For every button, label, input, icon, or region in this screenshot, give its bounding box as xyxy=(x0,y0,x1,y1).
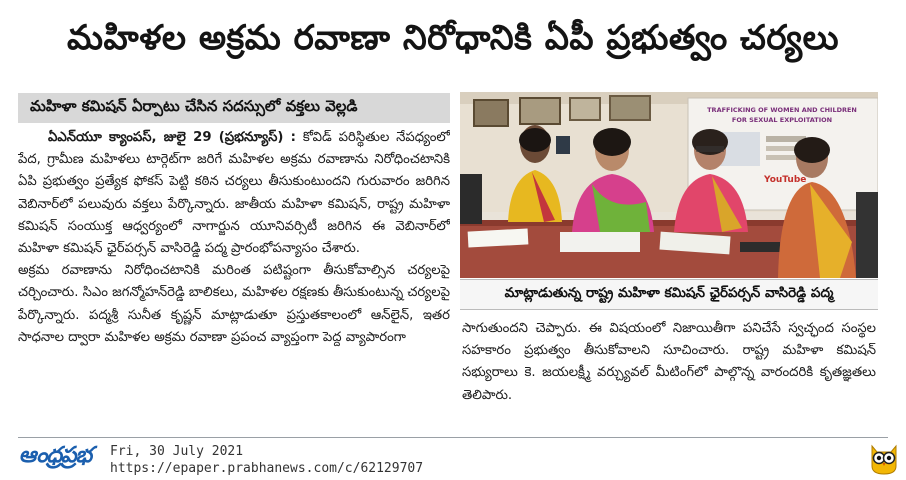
footer-url[interactable]: https://epaper.prabhanews.com/c/62129707 xyxy=(110,461,424,476)
youtube-tag: YouTube xyxy=(764,175,807,185)
footer-divider xyxy=(18,437,888,438)
headline: మహిళల అక్రమ రవాణా నిరోధానికి ఏపీ ప్రభుత్వం చర్యలు xyxy=(66,18,839,58)
photo-caption: మాట్లాడుతున్న రాష్ట్ర మహిళా కమిషన్ ఛైర్‌పర్సన్ వాసిరెడ్డి పద్మ xyxy=(460,279,878,310)
paragraph-1-text: కోవిడ్ పరిస్థితుల నేపధ్యంలో పేద, గ్రామీణ మహిళలు టార్గెట్‌గా జరిగే మహిళల అక్రమ రవాణాను నిరోధించటానికి ఏపి ప్రభుత్వం ప్రత్యేక ఫోకస్ పెట్టి కఠిన చర్యలు తీసుకుంటుందని గురువారం జరిగిన వెబినార్‌లో పలువురు వక్తలు పేర్కొన్నారు. జాతీయ మహిళా కమిషన్, రాష్ట్ర మహిళా కమిషన్ సంయుక్త ఆధ్వర్యంలో నాగార్జున యూనివర్సిటీ జరిగిన ఈ వెబినార్‌లో మహిళా కమిషన్ ఛైర్‌పర్సన్ వాసిరెడ్డి పద్మ ప్రారంభోపన్యాసం చేశారు. xyxy=(18,130,450,257)
owl-icon xyxy=(868,440,900,476)
article-body-left xyxy=(18,127,450,419)
paragraph-3: సాగుతుందని చెప్పారు. ఈ విషయంలో నిజాయితీగా పనిచేసే స్వచ్ఛంద సంస్థల సహకారం ప్రభుత్వం తీసుకోవాలని సూచించారు. రాష్ట్ర మహిళా కమిషన్ సభ్యురాలు కె. జయలక్ష్మీ వర్చ్యువల్ మీటింగ్‌లో పాల్గొన్న వారందరికి కృతజ్ఞతలు తెలిపారు. xyxy=(462,321,876,403)
banner-line-1: TRAFFICKING OF WOMEN AND CHILDREN xyxy=(707,106,857,114)
footer-meta xyxy=(110,443,423,477)
paragraph-2: అక్రమ రవాణాను నిరోధించటానికి మరింత పటిష్టంగా తీసుకోవాల్సిన చర్యలపై చర్చించారు. సిఎం జగన్మోహన్‌రెడ్డి బాలికలు, మహిళల రక్షణకు తీసుకుంటున్న చర్యలపై పేర్కొన్నారు. పద్మశ్రీ సునీత కృష్ణన్ మాట్లాడుతూ ప్రస్తుతకాలంలో ఆన్‌లైన్, ఇతర సాధనాల ద్వారా మహిళల అక్రమ రవాణా ప్రపంచ వ్యాప్తంగా పెద్ద వ్యాపారంగా xyxy=(18,263,450,345)
logo-text: ఆంధ్రప్రభ xyxy=(18,443,92,468)
dateline: ఏఎన్‌యూ క్యాంపస్, జులై 29 (ప్రభన్యూస్) : xyxy=(48,130,296,145)
article-body-right xyxy=(462,318,876,418)
publication-logo xyxy=(6,442,104,474)
article-photo xyxy=(460,92,878,278)
subheadline: మహిళా కమిషన్ ఏర్పాటు చేసిన సదస్సులో వక్తలు వెల్లడి xyxy=(18,93,450,123)
paragraph-1 xyxy=(18,127,450,260)
footer-date: Fri, 30 July 2021 xyxy=(110,444,244,459)
banner-line-2: FOR SEXUAL EXPLOITATION xyxy=(731,116,833,124)
